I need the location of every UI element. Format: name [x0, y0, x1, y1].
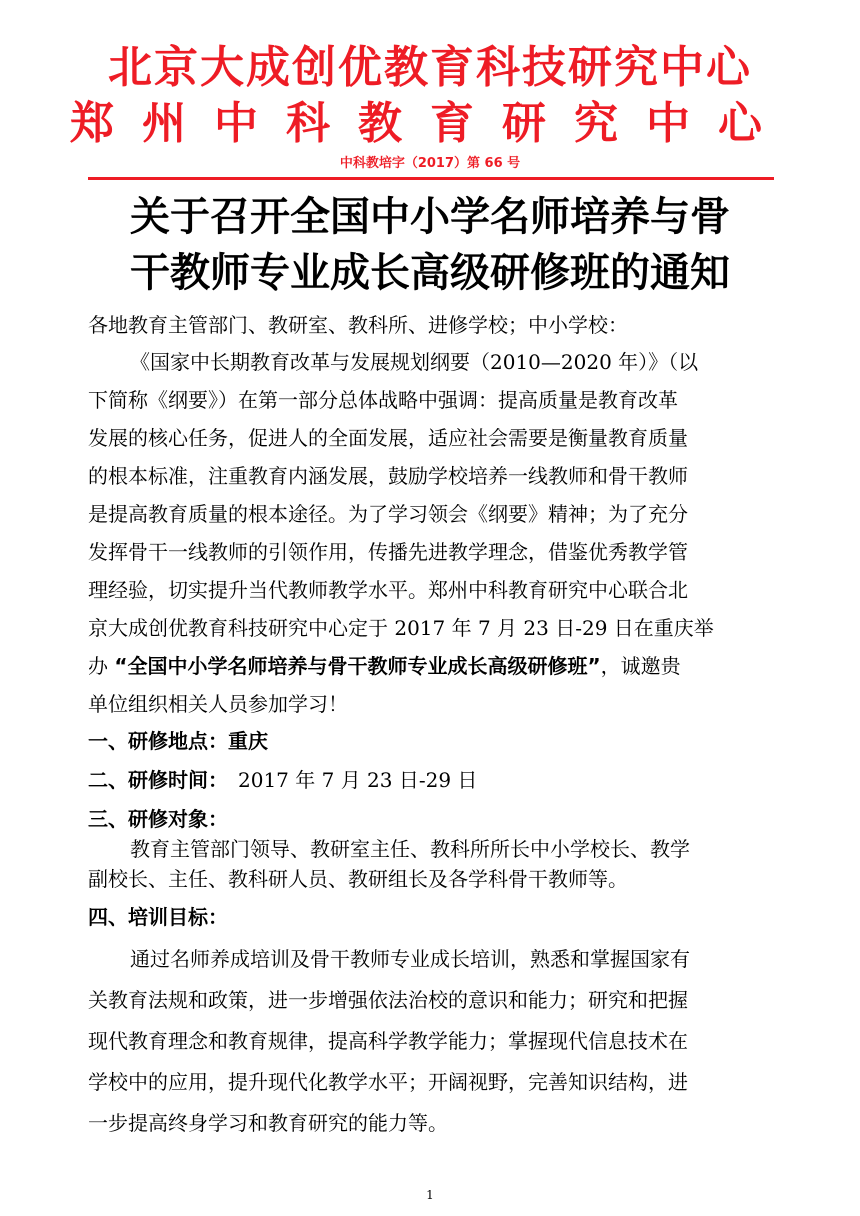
section-time	[88, 766, 774, 794]
section-goals-label: 四、培训目标：	[88, 905, 228, 929]
section-location	[88, 727, 774, 755]
intro-line-10: 单位组织相关人员参加学习！	[88, 692, 348, 716]
section-goals-line-2: 关教育法规和政策，进一步增强依法治校的意识和能力；研究和把握	[88, 988, 688, 1012]
section-goals-line-1: 通过名师养成培训及骨干教师专业成长培训，熟悉和掌握国家有	[130, 947, 690, 971]
notice-title-line-1: 关于召开全国中小学名师培养与骨	[130, 194, 730, 240]
intro-line-9	[88, 652, 774, 680]
section-location-value: 重庆	[228, 729, 268, 753]
intro-line-7: 理经验，切实提升当代教师教学水平。郑州中科教育研究中心联合北	[88, 578, 688, 602]
section-target-line-2: 副校长、主任、教科研人员、教研组长及各学科骨干教师等。	[88, 867, 628, 891]
intro-line-3: 发展的核心任务，促进人的全面发展，适应社会需要是衡量教育质量	[88, 426, 688, 450]
document-number: 中科教培字（2017）第 66 号	[339, 156, 521, 171]
intro-line-6: 发挥骨干一线教师的引领作用，传播先进教学理念，借鉴优秀教学管	[88, 540, 688, 564]
organization-name-1: 北京大成创优教育科技研究中心	[108, 42, 752, 93]
program-name: “全国中小学名师培养与骨干教师专业成长高级研修班”	[114, 654, 601, 678]
intro-line-4: 的根本标准，注重教育内涵发展，鼓励学校培养一线教师和骨干教师	[88, 464, 688, 488]
intro-line-9-suffix: ，诚邀贵	[600, 654, 681, 678]
section-time-label: 二、研修时间：	[88, 768, 228, 792]
section-goals-line-5: 一步提高终身学习和教育研究的能力等。	[88, 1111, 448, 1135]
section-goals-line-4: 学校中的应用，提升现代化教学水平；开阔视野，完善知识结构，进	[88, 1070, 688, 1094]
addressee: 各地教育主管部门、教研室、教科所、进修学校；中小学校：	[88, 313, 628, 337]
section-time-value: 2017 年 7 月 23 日-29 日	[238, 768, 478, 792]
intro-line-8: 京大成创优教育科技研究中心定于 2017 年 7 月 23 日-29 日在重庆举	[88, 616, 714, 640]
intro-line-5: 是提高教育质量的根本途径。为了学习领会《纲要》精神；为了充分	[88, 502, 688, 526]
section-target-line-1: 教育主管部门领导、教研室主任、教科所所长中小学校长、教学	[130, 837, 690, 861]
section-goals-line-3: 现代教育理念和教育规律，提高科学教学能力；掌握现代信息技术在	[88, 1029, 688, 1053]
intro-line-1: 《国家中长期教育改革与发展规划纲要（2010—2020 年）》（以	[130, 350, 699, 374]
section-target-label: 三、研修对象：	[88, 807, 228, 831]
intro-line-2: 下简称《纲要》）在第一部分总体战略中强调：提高质量是教育改革	[88, 388, 678, 412]
organization-name-2: 郑州中科教育研究中心	[70, 98, 790, 149]
notice-title-line-2: 干教师专业成长高级研修班的通知	[130, 250, 730, 296]
header-divider	[88, 177, 774, 180]
intro-line-9-prefix: 办	[88, 654, 115, 678]
page-number: 1	[426, 1188, 434, 1202]
section-location-label: 一、研修地点：	[88, 729, 228, 753]
